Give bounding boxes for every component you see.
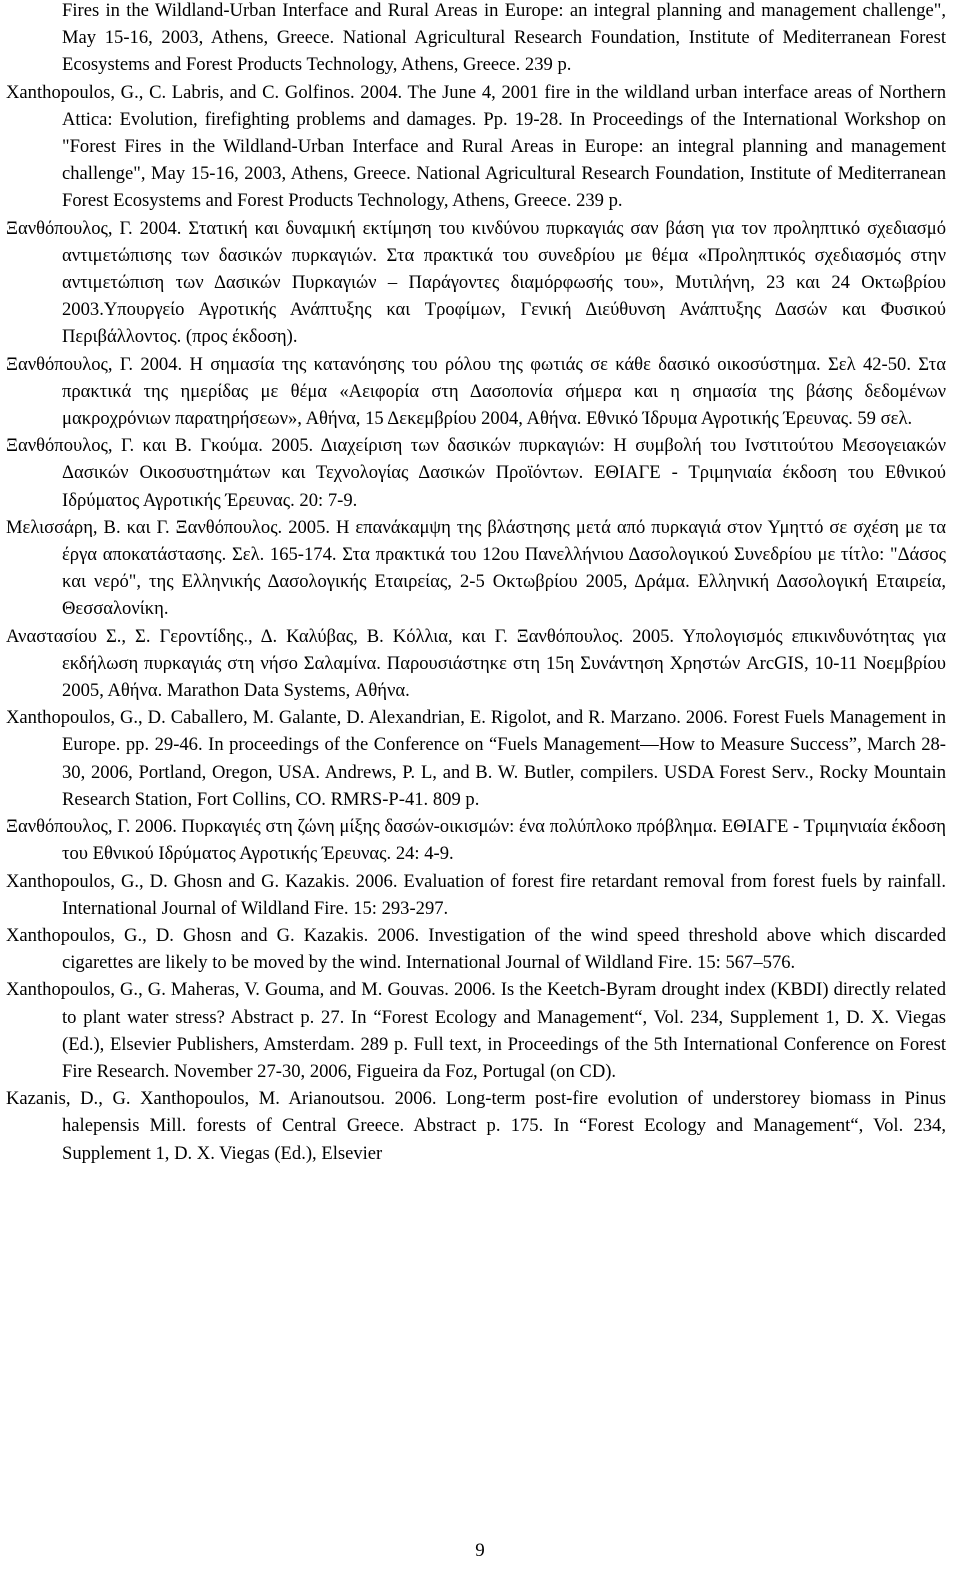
reference-list [6, 0, 946, 1167]
reference-entry: Μελισσάρη, Β. και Γ. Ξανθόπουλος. 2005. Η επανάκαμψη της βλάστησης μετά από πυρκαγιά στον Υμηττό σε σχέση με τα έργα αποκατάστασης. Σελ. 165-174. Στα πρακτικά του 12ου Πανελλήνιου Δασολογικού Συνεδρίου με τίτλο: "Δάσος και νερό", της Ελληνικής Δασολογικής Εταιρείας, 2-5 Οκτωβρίου 2005, Δράμα. Ελληνική Δασολογική Εταιρεία, Θεσσαλονίκη. [6, 516, 946, 620]
reference-entry: Ξανθόπουλος, Γ. 2006. Πυρκαγιές στη ζώνη μίξης δασών-οικισμών: ένα πολύπλοκο πρόβλημα. ΕΘΙΑΓΕ - Τριμηνιαία έκδοση του Εθνικού Ιδρύματος Αγροτικής Έρευνας. 24: 4-9. [6, 816, 946, 865]
reference-entry: Fires in the Wildland-Urban Interface and Rural Areas in Europe: an integral planning and management challenge", May 15-16, 2003, Athens, Greece. National Agricultural Research Foundation, Institute of Mediterranean Forest Ecosystems and Forest Products Technology, Athens, Greece. 239 p. [62, 0, 946, 76]
reference-entry: Xanthopoulos, G., C. Labris, and C. Golfinos. 2004. The June 4, 2001 fire in the wildland urban interface areas of Northern Attica: Evolution, firefighting problems and damages. Pp. 19-28. In Proceedings of the International Workshop on "Forest Fires in the Wildland-Urban Interface and Rural Areas in Europe: an integral planning and management challenge", May 15-16, 2003, Athens, Greece. National Agricultural Research Foundation, Institute of Mediterranean Forest Ecosystems and Forest Products Technology, Athens, Greece. 239 p. [6, 81, 946, 212]
reference-entry: Xanthopoulos, G., D. Ghosn and G. Kazakis. 2006. Investigation of the wind speed threshold above which discarded cigarettes are likely to be moved by the wind. International Journal of Wildland Fire. 15: 567–576. [6, 924, 946, 974]
reference-entry: Ξανθόπουλος, Γ. και Β. Γκούμα. 2005. Διαχείριση των δασικών πυρκαγιών: Η συμβολή του Ινστιτούτου Μεσογειακών Δασικών Οικοσυστημάτων και Τεχνολογίας Δασικών Προϊόντων. ΕΘΙΑΓΕ - Τριμηνιαία έκδοση του Εθνικού Ιδρύματος Αγροτικής Έρευνας. 20: 7-9. [6, 435, 946, 511]
reference-entry: Αναστασίου Σ., Σ. Γεροντίδης., Δ. Καλύβας, Β. Κόλλια, και Γ. Ξανθόπουλος. 2005. Υπολογισμός επικινδυνότητας για εκδήλωση πυρκαγιάς στη νήσο Σαλαμίνα. Παρουσιάστηκε στη 15η Συνάντηση Χρηστών ArcGIS, 10-11 Νοεμβρίου 2005, Αθήνα. Marathon Data Systems, Αθήνα. [6, 625, 946, 702]
reference-entry: Kazanis, D., G. Xanthopoulos, M. Arianoutsou. 2006. Long-term post-fire evolution of understorey biomass in Pinus halepensis Mill. forests of Central Greece. Abstract p. 175. In “Forest Ecology and Management“, Vol. 234, Supplement 1, D. X. Viegas (Ed.), Elsevier [6, 1088, 946, 1164]
reference-entry: Ξανθόπουλος, Γ. 2004. Στατική και δυναμική εκτίμηση του κινδύνου πυρκαγιάς σαν βάση για τον προληπτικό σχεδιασμό αντιμετώπισης των δασικών πυρκαγιών. Στα πρακτικά του συνεδρίου με θέμα «Προληπτικός σχεδιασμός στην αντιμετώπιση των Δασικών Πυρκαγιών – Παράγοντες διαμόρφωσής του», Μυτιλήνη, 23 και 24 Οκτωβρίου 2003.Υπουργείο Αγροτικής Ανάπτυξης και Τροφίμων, Γενική Διεύθυνση Ανάπτυξης Δασών και Φυσικού Περιβάλλοντος. (προς έκδοση). [6, 217, 946, 348]
reference-entry: Xanthopoulos, G., D. Caballero, M. Galante, D. Alexandrian, E. Rigolot, and R. Marzano. 2006. Forest Fuels Management in Europe. pp. 29-46. In proceedings of the Conference on “Fuels Management—How to Measure Success”, March 28-30, 2006, Portland, Oregon, USA. Andrews, P. L, and B. W. Butler, compilers. USDA Forest Serv., Rocky Mountain Research Station, Fort Collins, CO. RMRS-P-41. 809 p. [6, 707, 946, 810]
reference-entry: Xanthopoulos, G., G. Maheras, V. Gouma, and M. Gouvas. 2006. Is the Keetch-Byram drought index (KBDI) directly related to plant water stress? Abstract p. 27. In “Forest Ecology and Management“, Vol. 234, Supplement 1, D. X. Viegas (Ed.), Elsevier Publishers, Amsterdam. 289 p. Full text, in Proceedings of the 5th International Conference on Forest Fire Research. November 27-30, 2006, Figueira da Foz, Portugal (on CD). [6, 979, 946, 1082]
page-number: 9 [475, 1540, 485, 1561]
reference-entry: Xanthopoulos, G., D. Ghosn and G. Kazakis. 2006. Evaluation of forest fire retardant removal from forest fuels by rainfall. International Journal of Wildland Fire. 15: 293-297. [6, 870, 946, 919]
reference-entry: Ξανθόπουλος, Γ. 2004. Η σημασία της κατανόησης του ρόλου της φωτιάς σε κάθε δασικό οικοσύστημα. Σελ 42-50. Στα πρακτικά της ημερίδας με θέμα «Αειφορία στη Δασοπονία σήμερα και η σημασία της βάσης δεδομένων μακροχρόνιων παρατηρήσεων», Αθήνα, 15 Δεκεμβρίου 2004, Αθήνα. Εθνικό Ίδρυμα Αγροτικής Έρευνας. 59 σελ. [6, 353, 946, 430]
